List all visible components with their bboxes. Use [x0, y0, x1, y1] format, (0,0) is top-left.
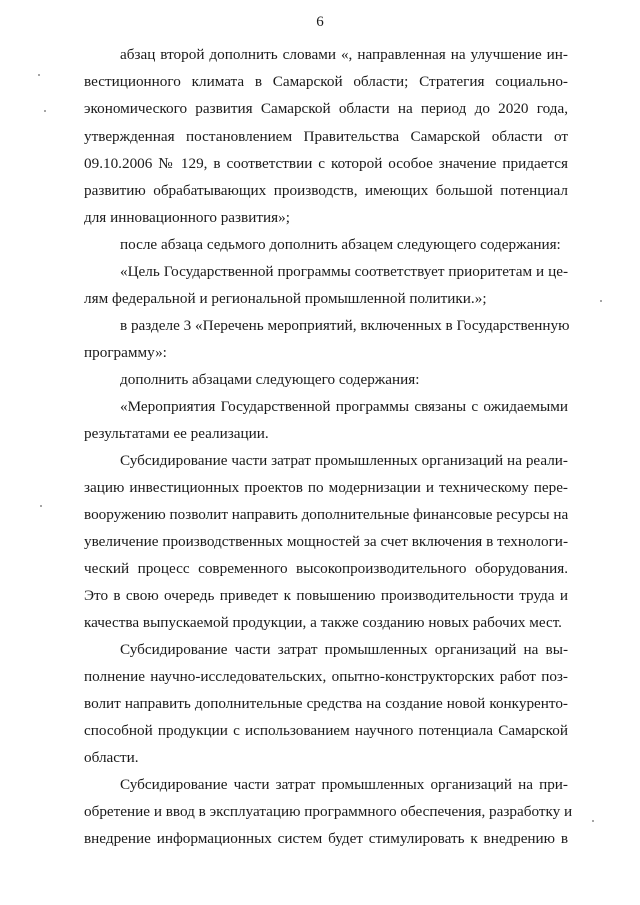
text-line: вестиционного климата в Самарской области; Стратегия социально-	[84, 73, 568, 90]
text-line: Это в свою очередь приведет к повышению производительности труда и	[84, 587, 568, 604]
page-number: 6	[316, 14, 324, 30]
text-line: «Цель Государственной программы соответствует приоритетам и це-	[120, 263, 568, 280]
text-line: экономического развития Самарской области на период до 2020 года,	[84, 100, 568, 117]
text-line: результатами ее реализации.	[84, 425, 269, 442]
text-line: увеличение производственных мощностей за счет включения в технологи-	[84, 533, 568, 550]
text-line: утвержденная постановлением Правительства Самарской области от	[84, 128, 568, 145]
scan-speck	[600, 300, 602, 302]
text-line: развитию обрабатывающих производств, имеющих большой потенциал	[84, 182, 568, 199]
text-line: дополнить абзацами следующего содержания:	[120, 371, 420, 388]
text-line: 09.10.2006 № 129, в соответствии с которой особое значение придается	[84, 155, 568, 172]
text-line: зацию инвестиционных проектов по модернизации и техническому пере-	[84, 479, 568, 496]
text-line: области.	[84, 749, 139, 766]
text-line: качества выпускаемой продукции, а также созданию новых рабочих мест.	[84, 614, 562, 631]
scan-speck	[40, 505, 42, 507]
text-line: полнение научно-исследовательских, опытно-конструкторских работ поз-	[84, 668, 568, 685]
text-line: волит направить дополнительные средства на создание новой конкуренто-	[84, 695, 568, 712]
text-line: Субсидирование части затрат промышленных организаций на при-	[120, 776, 568, 793]
text-line: абзац второй дополнить словами «, направленная на улучшение ин-	[120, 46, 568, 63]
scan-speck	[44, 110, 46, 112]
text-line: для инновационного развития»;	[84, 209, 290, 226]
text-line: внедрение информационных систем будет стимулировать к внедрению в	[84, 830, 568, 847]
text-line: в разделе 3 «Перечень мероприятий, включенных в Государственную	[120, 317, 570, 334]
text-line: ческий процесс современного высокопроизводительного оборудования.	[84, 560, 568, 577]
text-line: Субсидирование части затрат промышленных организаций на вы-	[120, 641, 568, 658]
text-line: «Мероприятия Государственной программы связаны с ожидаемыми	[120, 398, 568, 415]
text-line: лям федеральной и региональной промышленной политики.»;	[84, 290, 487, 307]
text-line: способной продукции с использованием научного потенциала Самарской	[84, 722, 568, 739]
text-line: обретение и ввод в эксплуатацию программного обеспечения, разработку и	[84, 803, 573, 820]
text-line: вооружению позволит направить дополнительные финансовые ресурсы на	[84, 506, 569, 523]
text-line: после абзаца седьмого дополнить абзацем следующего содержания:	[120, 236, 561, 253]
scan-speck	[592, 820, 594, 822]
scan-speck	[38, 74, 40, 76]
text-line: программу»:	[84, 344, 167, 361]
text-line: Субсидирование части затрат промышленных организаций на реали-	[120, 452, 568, 469]
